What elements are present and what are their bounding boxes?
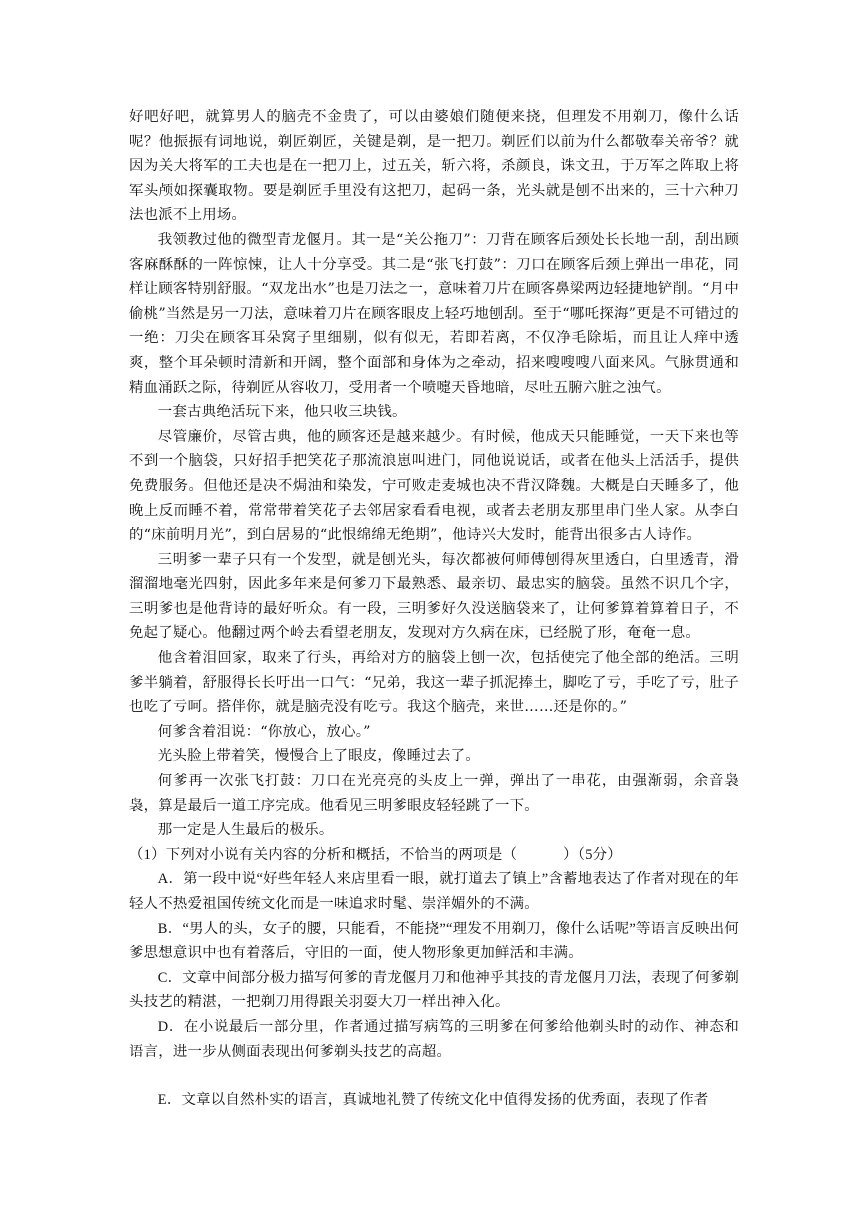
question-stem — [129, 843, 739, 868]
paragraph: 我领教过他的微型青龙偃月。其一是“关公拖刀”：刀背在顾客后颈处长长地一刮，刮出顾客麻酥酥的一阵惊悚，让人十分享受。其二是“张飞打鼓”：刀口在顾客后颈上弹出一串花，同样让顾客特别舒服。“双龙出水”也是刀法之一，意味着刀片在顾客鼻梁两边轻捷地铲削。“月中偷桃”当然是另一刀法，意味着刀片在顾客眼皮上轻巧地刨刮。至于“哪吒探海”更是不可错过的一绝：刀尖在顾客耳朵窝子里细剔，似有似无，若即若离，不仅净毛除垢，而且让人痒中透爽，整个耳朵顿时清新和开阔，整个面部和身体为之牵动，招来嗖嗖嗖八面来风。气脉贯通和精血涌跃之际，待剃匠从容收刀，受用者一个喷嚏天昏地暗，尽吐五腑六脏之浊气。 — [129, 231, 739, 396]
option-c: C．文章中间部分极力描写何爹的青龙偃月刀和他神乎其技的青龙偃月刀法，表现了何爹剃头技艺的精湛，一把剃刀用得跟关羽耍大刀一样出神入化。 — [129, 969, 739, 1011]
paragraph: 光头脸上带着笑，慢慢合上了眼皮，像睡过去了。 — [157, 748, 480, 765]
paragraph: 三明爹一辈子只有一个发型，就是刨光头，每次都被何师傅刨得灰里透白，白里透青，滑溜溜地毫光四射，因此多年来是何爹刀下最熟悉、最亲切、最忠实的脑袋。虽然不识几个字，三明爹也是他背诗的最好听众。有一段，三明爹好久没送脑袋来了，让何爹算着算着日子，不免起了疑心。他翻过两个岭去看望老朋友，发现对方久病在床，已经脱了形，奄奄一息。 — [129, 551, 739, 642]
paragraph: 他含着泪回家，取来了行头，再给对方的脑袋上刨一次，包括使完了他全部的绝活。三明爹半躺着，舒服得长长吁出一口气：“兄弟，我这一辈子抓泥捧土，脚吃了亏，手吃了亏，肚子也吃了亏呵。搭伴你，就是脑壳没有吃亏。我这个脑壳，来世……还是你的。” — [129, 650, 739, 716]
question-score: ）（5分） — [563, 846, 622, 863]
option-d: D．在小说最后一部分里，作者通过描写病笃的三明爹在何爹给他剃头时的动作、神态和语言，进一步从侧面表现出何爹剃头技艺的高超。 — [129, 1018, 739, 1060]
paragraph: 那一定是人生最后的极乐。 — [157, 822, 334, 839]
option-b: B．“男人的头，女子的腰，只能看，不能挠”“理发不用剃刀，像什么话呢”等语言反映出何爹思想意识中也有着落后，守旧的一面，使人物形象更加鲜活和丰满。 — [129, 920, 739, 962]
document-body — [129, 105, 739, 1113]
paragraph: 好吧好吧，就算男人的脑壳不金贵了，可以由婆娘们随便来挠，但理发不用剃刀，像什么话呢？他振振有词地说，剃匠剃匠，关键是剃，是一把刀。剃匠们以前为什么都敬奉关帝爷？就因为关大将军的工夫也是在一把刀上，过五关，斩六将，杀颜良，诛文丑，于万军之阵取上将军头颅如探囊取物。要是剃匠手里没有这把刀，起码一条，光头就是刨不出来的，三十六种刀法也派不上用场。 — [129, 109, 739, 224]
question-stem-text: （1）下列对小说有关内容的分析和概括，不恰当的两项是（ — [129, 846, 518, 863]
paragraph: 何爹再一次张飞打鼓：刀口在光亮亮的头皮上一弹，弹出了一串花，由强渐弱，余音袅袅，算是最后一道工序完成。他看见三明爹眼皮轻轻跳了一下。 — [129, 773, 739, 814]
paragraph: 一套古典绝活玩下来，他只收三块钱。 — [157, 404, 407, 421]
paragraph: 何爹含着泪说：“你放心，放心。” — [157, 723, 371, 740]
option-e: E．文章以自然朴实的语言，真诚地礼赞了传统文化中值得发扬的优秀面，表现了作者 — [157, 1092, 709, 1109]
spacer — [129, 1064, 739, 1088]
option-a: A．第一段中说“好些年轻人来店里看一眼，就打道去了镇上”含蓄地表达了作者对现在的年轻人不热爱祖国传统文化而是一味追求时髦、崇洋媚外的不满。 — [129, 871, 739, 912]
paragraph: 尽管廉价，尽管古典，他的顾客还是越来越少。有时候，他成天只能睡觉，一天下来也等不到一个脑袋，只好招手把笑花子那流浪崽叫进门，同他说说话，或者在他头上活活手，提供免费服务。但他还是决不焗油和染发，宁可败走麦城也决不背汉降魏。大概是白天睡多了，他晚上反而睡不着，常常带着笑花子去邻居家看看电视，或者去老朋友那里串门坐人家。从李白的“床前明月光”，到白居易的“此恨绵绵无绝期”，他诗兴大发时，能背出很多古人诗作。 — [129, 428, 739, 544]
